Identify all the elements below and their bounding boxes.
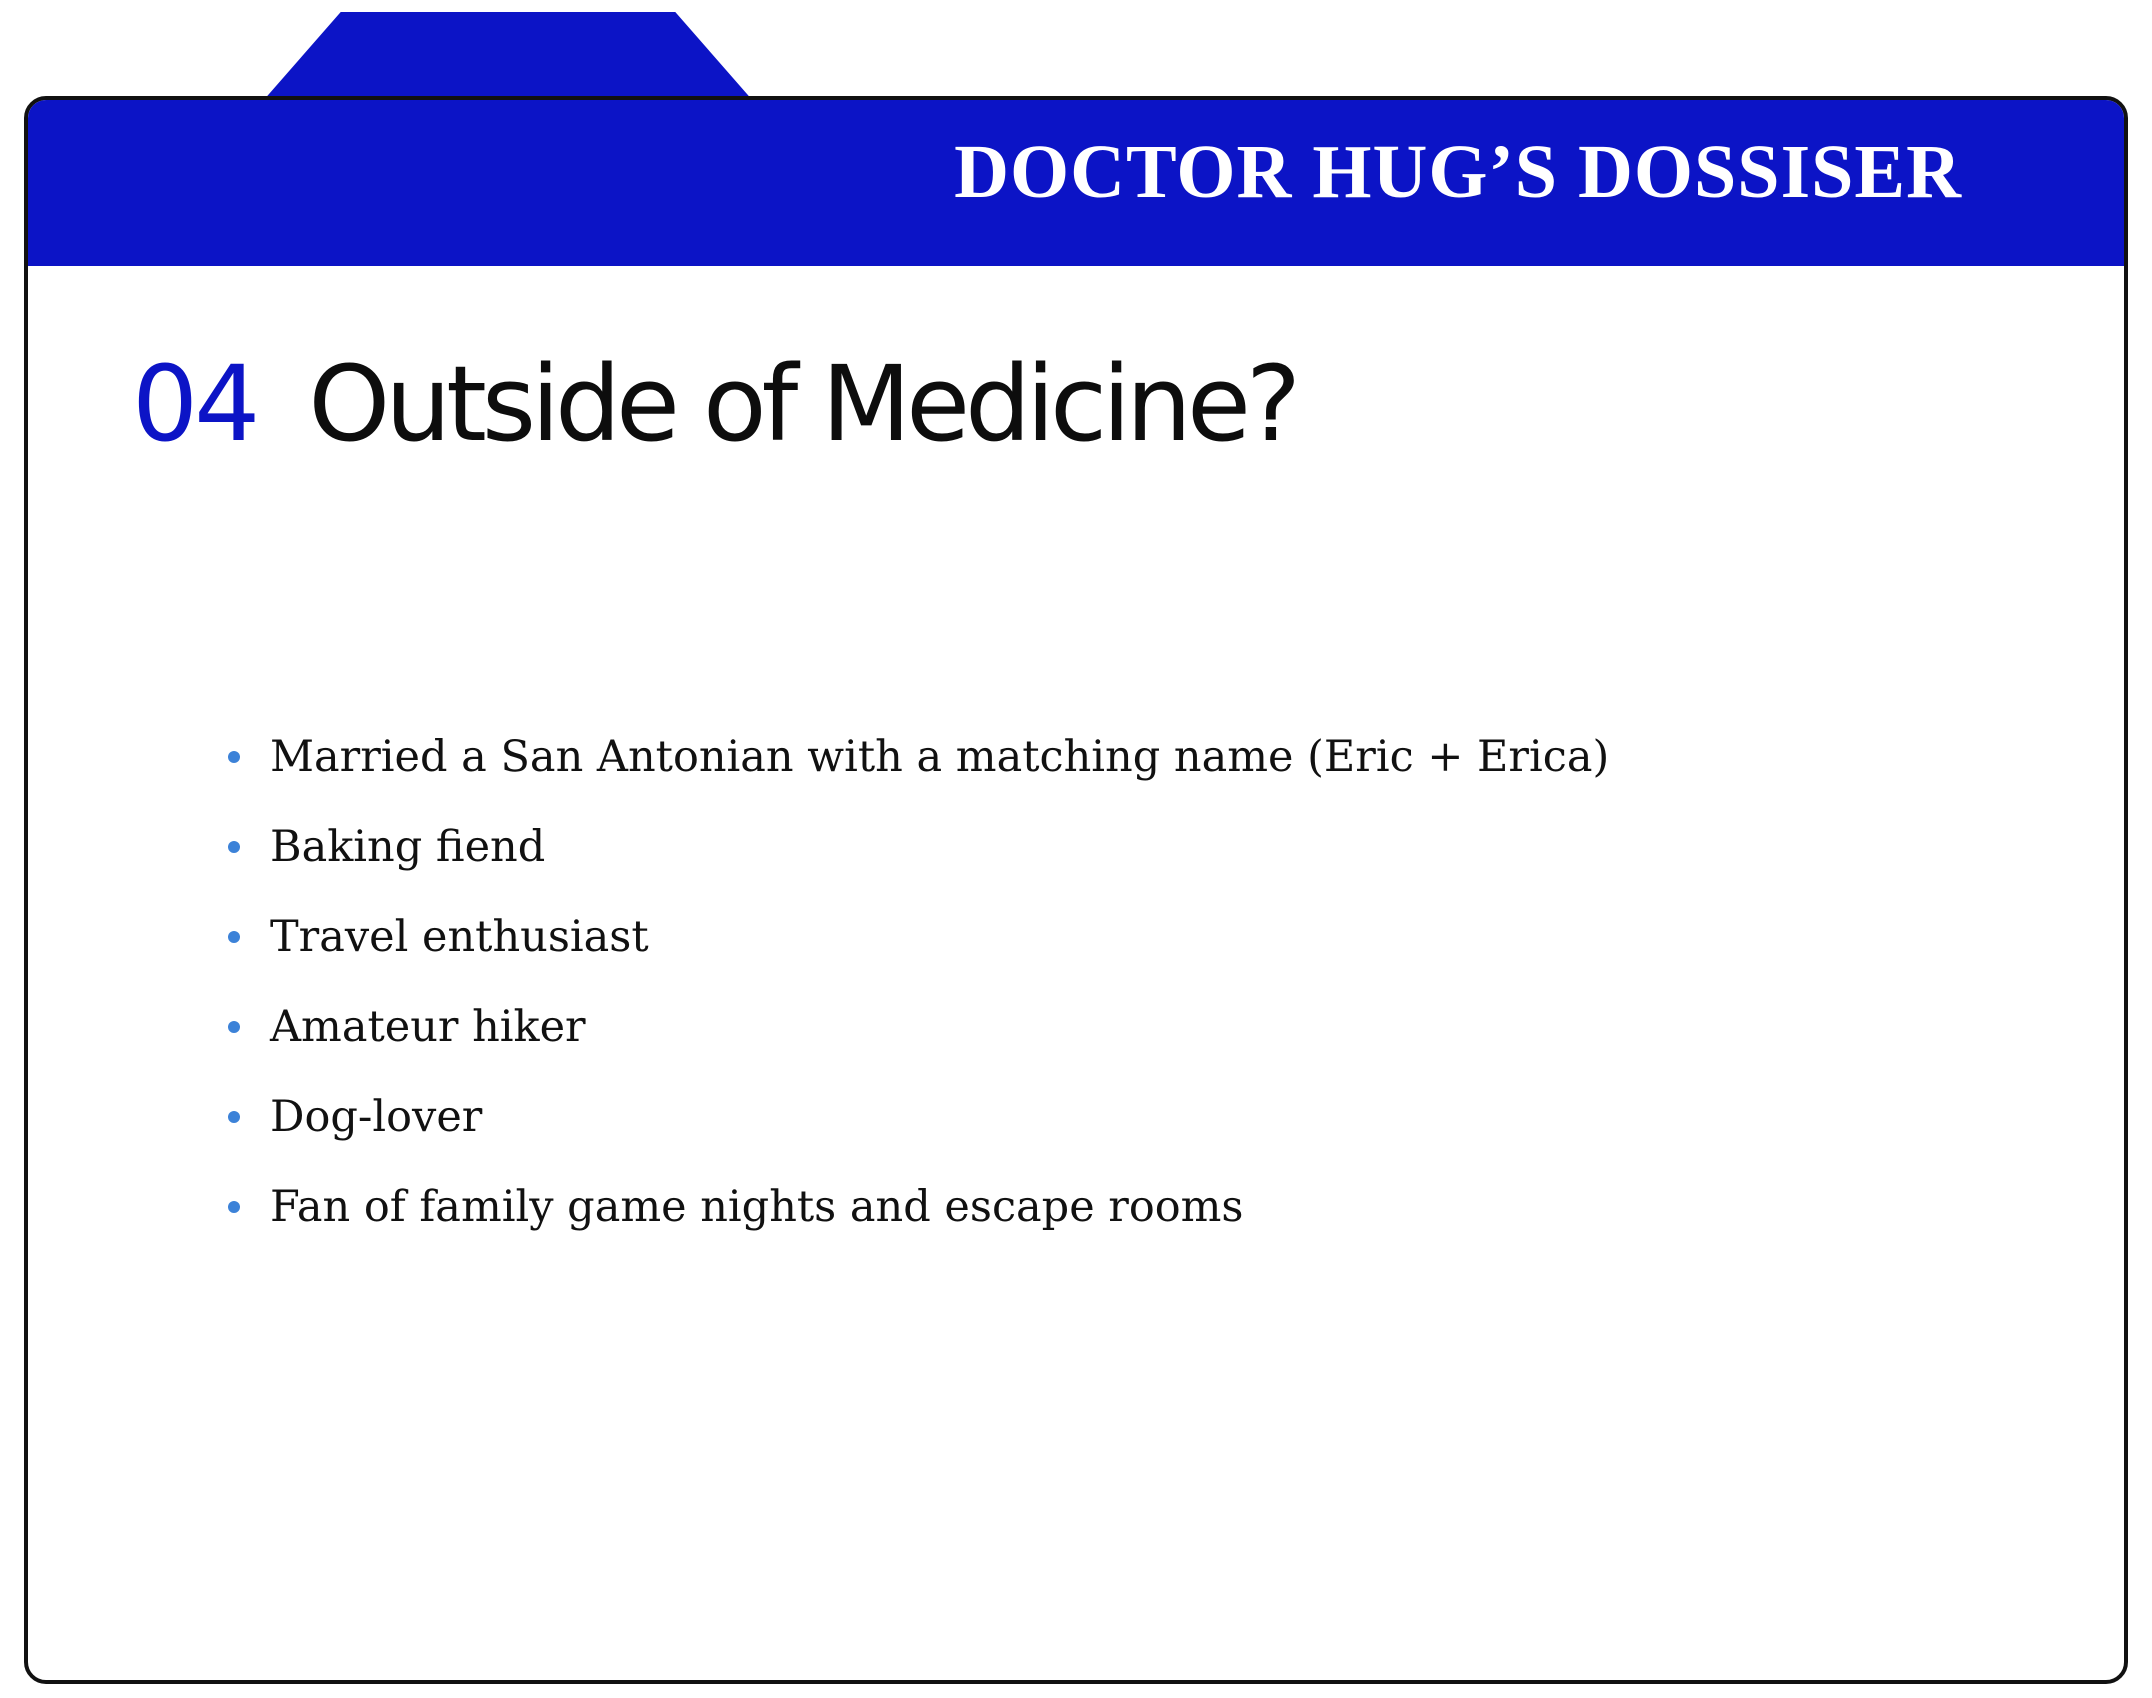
list-item bbox=[228, 802, 1609, 892]
bullet-dot-icon bbox=[228, 1111, 240, 1123]
section-heading bbox=[132, 343, 1297, 465]
folder-header bbox=[28, 100, 2124, 266]
folder-tab bbox=[262, 12, 754, 102]
section-number: 04 bbox=[132, 343, 257, 465]
list-item bbox=[228, 892, 1609, 982]
list-item-text: Travel enthusiast bbox=[270, 912, 649, 962]
bullet-dot-icon bbox=[228, 751, 240, 763]
list-item-text: Married a San Antonian with a matching name (Eric + Erica) bbox=[270, 732, 1610, 782]
list-item-text: Fan of family game nights and escape rooms bbox=[270, 1182, 1244, 1232]
list-item-text: Dog-lover bbox=[270, 1092, 483, 1142]
list-item bbox=[228, 1072, 1609, 1162]
list-item-text: Amateur hiker bbox=[270, 1002, 586, 1052]
bullet-dot-icon bbox=[228, 841, 240, 853]
list-item bbox=[228, 712, 1609, 802]
bullet-dot-icon bbox=[228, 931, 240, 943]
section-title: Outside of Medicine? bbox=[308, 343, 1297, 465]
list-item-text: Baking fiend bbox=[270, 822, 546, 872]
bullet-dot-icon bbox=[228, 1021, 240, 1033]
bullet-dot-icon bbox=[228, 1201, 240, 1213]
header-title: DOCTOR HUG’S DOSSISER bbox=[954, 130, 1962, 214]
list-item bbox=[228, 1162, 1609, 1252]
list-item bbox=[228, 982, 1609, 1072]
bullet-list bbox=[228, 712, 1609, 1252]
